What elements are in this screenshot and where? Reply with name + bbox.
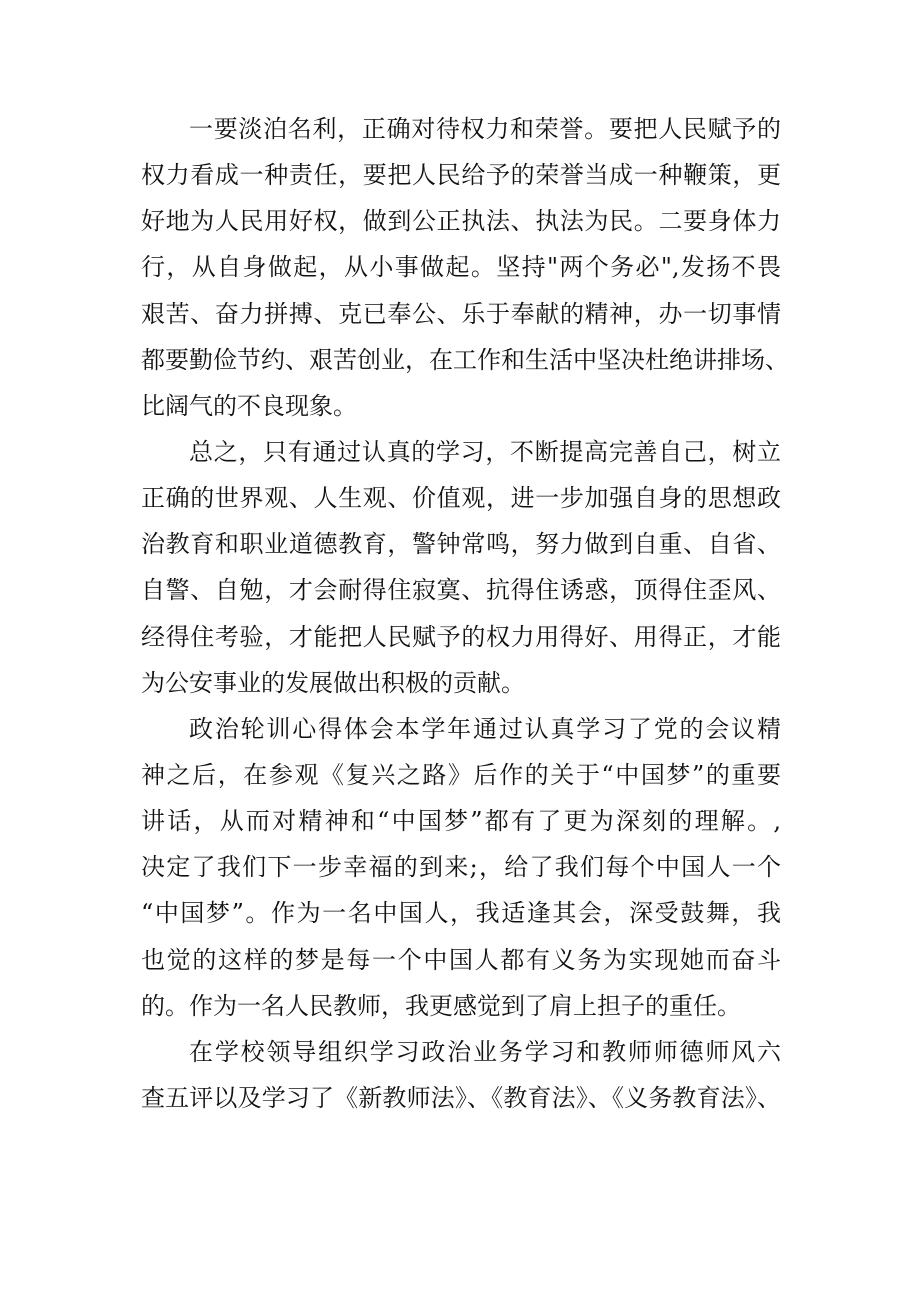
paragraph-1-line-4: 行，从自身做起，从小事做起。坚持"两个务必",发扬不畏 — [141, 253, 781, 282]
paragraph-3-line-1: 政治轮训心得体会本学年通过认真学习了党的会议精 — [189, 714, 781, 743]
paragraph-2-line-5: 经得住考验，才能把人民赋予的权力用得好、用得正，才能 — [141, 622, 781, 651]
paragraph-4-line-2: 查五评以及学习了《新教师法》、《教育法》、《义务教育法》、 — [141, 1083, 781, 1112]
paragraph-4-line-1: 在学校领导组织学习政治业务学习和教师师德师风六 — [189, 1037, 781, 1066]
paragraph-2-line-4: 自警、自勉，才会耐得住寂寞、抗得住诱惑，顶得住歪风、 — [141, 576, 781, 605]
paragraph-2-line-6: 为公安事业的发展做出积极的贡献。 — [141, 668, 525, 697]
paragraph-3-line-6: 也觉的这样的梦是每一个中国人都有义务为实现她而奋斗 — [141, 945, 781, 974]
paragraph-2-line-1: 总之，只有通过认真的学习，不断提高完善自己，树立 — [189, 437, 781, 466]
paragraph-2-line-3: 治教育和职业道德教育，警钟常鸣，努力做到自重、自省、 — [141, 530, 781, 559]
paragraph-3-line-2: 神之后，在参观《复兴之路》后作的关于“中国梦”的重要 — [141, 760, 781, 789]
paragraph-1-line-7: 比阔气的不良现象。 — [141, 391, 357, 420]
paragraph-1-line-6: 都要勤俭节约、艰苦创业，在工作和生活中坚决杜绝讲排场、 — [141, 345, 789, 374]
body-text — [141, 106, 789, 1121]
paragraph-1-line-3: 好地为人民用好权，做到公正执法、执法为民。二要身体力 — [141, 207, 781, 236]
paragraph-3-line-7: 的。作为一名人民教师，我更感觉到了肩上担子的重任。 — [141, 991, 741, 1020]
paragraph-1-line-5: 艰苦、奋力拼搏、克已奉公、乐于奉献的精神，办一切事情 — [141, 299, 781, 328]
paragraph-3-line-3: 讲话，从而对精神和“中国梦”都有了更为深刻的理解。, — [141, 807, 781, 836]
paragraph-3-line-4: 决定了我们下一步幸福的到来;，给了我们每个中国人一个 — [141, 853, 781, 882]
paragraph-1-line-2: 权力看成一种责任，要把人民给予的荣誉当成一种鞭策，更 — [141, 161, 781, 190]
paragraph-2-line-2: 正确的世界观、人生观、价值观，进一步加强自身的思想政 — [141, 484, 781, 513]
paragraph-3-line-5: “中国梦”。作为一名中国人，我适逢其会，深受鼓舞，我 — [141, 899, 781, 928]
paragraph-1-line-1: 一要淡泊名利，正确对待权力和荣誉。要把人民赋予的 — [189, 115, 781, 143]
